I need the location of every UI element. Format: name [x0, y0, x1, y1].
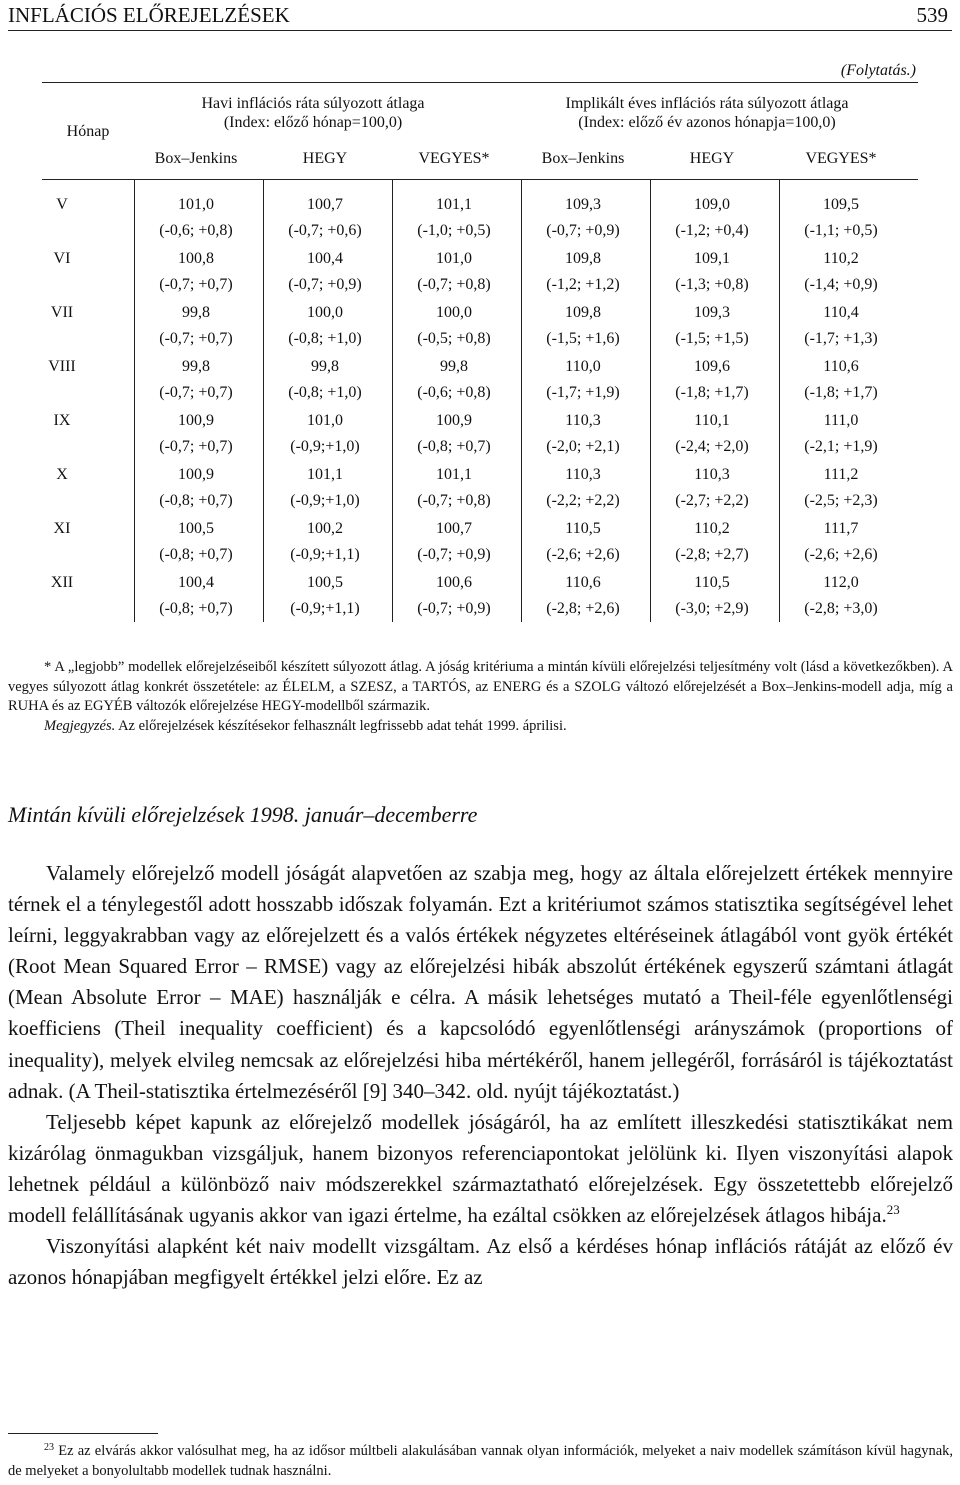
cell-value: 101,0 — [307, 412, 343, 429]
table-cell — [779, 300, 903, 352]
subheader-vegyes-monthly: VEGYES* — [418, 150, 490, 167]
cell-value: 109,1 — [694, 250, 730, 267]
monthly-group-header — [158, 94, 468, 132]
table-cell — [650, 516, 774, 568]
cell-value: 110,4 — [823, 304, 859, 321]
cell-interval: (-0,7; +0,9) — [288, 276, 362, 293]
implied-group-title: Implikált éves inflációs ráta súlyozott átlaga — [565, 95, 849, 112]
cell-value: 101,0 — [178, 196, 214, 213]
cell-interval: (-3,0; +2,9) — [675, 600, 749, 617]
table-cell — [134, 408, 258, 460]
table-cell — [650, 570, 774, 622]
cell-value: 111,2 — [823, 466, 859, 483]
month-label: V — [56, 196, 68, 213]
cell-interval: (-0,8; +0,7) — [159, 600, 233, 617]
cell-interval: (-0,8; +1,0) — [288, 384, 362, 401]
cell-interval: (-2,1; +1,9) — [804, 438, 878, 455]
paragraph-text: Teljesebb képet kapunk az előrejelző modellek jóságáról, ha az említett illeszkedési statisztikákat nem kizárólag önmagukban vizsgáljuk, hanem bizonyos referenciapontokat jelölünk ki. Ilyen viszonyítási alapok lehetnek például a különböző naiv módszerekkel származtatható előrejelzések. Egy összetettebb előrejelző modell felállításának ugyanis akkor van igazi értelme, ha ezáltal csökken az előrejelzések átlagos hibája. — [8, 1109, 953, 1228]
table-row — [42, 570, 918, 624]
table-cell — [263, 408, 387, 460]
table-row — [42, 246, 918, 300]
cell-interval: (-2,0; +2,1) — [546, 438, 620, 455]
cell-interval: (-1,0; +0,5) — [417, 222, 491, 239]
cell-interval: (-1,1; +0,5) — [804, 222, 878, 239]
cell-value: 100,9 — [178, 412, 214, 429]
month-label: VI — [53, 250, 71, 267]
cell-value: 110,6 — [823, 358, 859, 375]
table-cell — [392, 300, 516, 352]
cell-value: 109,0 — [694, 196, 730, 213]
cell-value: 110,2 — [823, 250, 859, 267]
cell-interval: (-0,7; +0,7) — [159, 330, 233, 347]
table-cell — [392, 570, 516, 622]
table-cell — [392, 408, 516, 460]
table-cell — [779, 192, 903, 244]
cell-interval: (-0,7; +0,7) — [159, 276, 233, 293]
cell-interval: (-0,7; +0,8) — [417, 276, 491, 293]
footnote-separator — [8, 1433, 158, 1434]
running-header — [8, 0, 952, 31]
month-label: IX — [53, 412, 71, 429]
table-cell — [779, 570, 903, 622]
cell-value: 99,8 — [182, 304, 210, 321]
table-cell — [779, 408, 903, 460]
table-cell — [392, 246, 516, 298]
cell-value: 100,5 — [178, 520, 214, 537]
cell-value: 111,7 — [823, 520, 859, 537]
footnote — [8, 1441, 953, 1481]
cell-value: 100,5 — [307, 574, 343, 591]
table-cell — [650, 408, 774, 460]
table-cell — [263, 354, 387, 406]
cell-value: 110,5 — [694, 574, 730, 591]
cell-interval: (-2,2; +2,2) — [546, 492, 620, 509]
table-cell — [392, 516, 516, 568]
section-title: Mintán kívüli előrejelzések 1998. január–decemberre — [8, 802, 478, 827]
cell-interval: (-0,9;+1,0) — [290, 492, 360, 509]
cell-value: 109,8 — [565, 304, 601, 321]
table-cell — [779, 246, 903, 298]
month-label: X — [56, 466, 68, 483]
cell-interval: (-2,7; +2,2) — [675, 492, 749, 509]
remark-label: Megjegyzés. — [44, 717, 116, 734]
table-row — [42, 192, 918, 246]
table-cell — [521, 354, 645, 406]
cell-interval: (-1,2; +1,2) — [546, 276, 620, 293]
table-cell — [521, 246, 645, 298]
cell-interval: (-0,6; +0,8) — [159, 222, 233, 239]
cell-value: 109,6 — [694, 358, 730, 375]
month-column-header: Hónap — [66, 123, 110, 140]
table-cell — [134, 570, 258, 622]
table-top-rule — [42, 82, 918, 83]
table-cell — [263, 300, 387, 352]
table-cell — [521, 300, 645, 352]
cell-value: 109,5 — [823, 196, 859, 213]
cell-interval: (-1,4; +0,9) — [804, 276, 878, 293]
cell-interval: (-0,8; +0,7) — [417, 438, 491, 455]
table-cell — [521, 192, 645, 244]
cell-value: 110,3 — [565, 466, 601, 483]
table-cell — [134, 192, 258, 244]
cell-interval: (-0,6; +0,8) — [417, 384, 491, 401]
cell-value: 101,1 — [436, 196, 472, 213]
cell-interval: (-1,8; +1,7) — [804, 384, 878, 401]
cell-value: 101,1 — [436, 466, 472, 483]
monthly-group-title: Havi inflációs ráta súlyozott átlaga — [201, 95, 425, 112]
table-cell — [779, 462, 903, 514]
cell-interval: (-1,5; +1,5) — [675, 330, 749, 347]
paragraph: Viszonyítási alapként két naiv modellt vizsgáltam. Az első a kérdéses hónap inflációs rátáját az előző év azonos hónapjában megfigyelt értékkel jelzi előre. Ez az — [8, 1234, 953, 1290]
cell-value: 99,8 — [440, 358, 468, 375]
table-cell — [134, 462, 258, 514]
paragraph: Valamely előrejelző modell jóságát alapvetően az szabja meg, hogy az általa előrejelzett értékek mennyire térnek el a ténylegestől adott hosszabb időszak folyamán. Ezt a kritériumot számos statisztika segítségével lehet leírni, leggyakrabban vagy az előrejelzett és a valós értékek négyzetes eltéréseinek átlagából vont gyök értékét (Root Mean Squared Error – RMSE) vagy az előrejelzési hibák abszolút értékének egyszerű számtani átlagát (Mean Absolute Error – MAE) használják e célra. A másik lehetséges mutató a Theil-féle egyenlőtlenségi koefficiens (Theil inequality coefficient) és a kapcsolódó egyenlőtlenségi arányszámok (proportions of inequality), melyek elvileg nemcsak az előrejelzési hiba mértékéről, hanem jellegéről, forrásáról is tájékoztatást adnak. (A Theil-statisztika értelmezéséről [9] 340–342. old. nyújt tájékoztatást.) — [8, 861, 953, 1103]
footnote-reference[interactable]: 23 — [886, 1202, 900, 1218]
cell-interval: (-0,8; +0,7) — [159, 492, 233, 509]
cell-interval: (-0,7; +0,7) — [159, 438, 233, 455]
cell-value: 100,4 — [307, 250, 343, 267]
cell-interval: (-2,8; +3,0) — [804, 600, 878, 617]
table-cell — [650, 354, 774, 406]
month-label: XII — [50, 574, 74, 591]
subheader-bj-monthly: Box–Jenkins — [154, 150, 238, 167]
table-cell — [779, 354, 903, 406]
table-cell — [134, 354, 258, 406]
cell-interval: (-0,5; +0,8) — [417, 330, 491, 347]
table-cell — [650, 246, 774, 298]
table-cell — [263, 246, 387, 298]
cell-value: 110,1 — [694, 412, 730, 429]
cell-value: 100,0 — [307, 304, 343, 321]
table-cell — [650, 462, 774, 514]
remark-text: Az előrejelzések készítésekor felhasznált legfrissebb adat tehát 1999. áprilisi. — [115, 717, 567, 734]
cell-value: 110,2 — [694, 520, 730, 537]
cell-interval: (-2,6; +2,6) — [546, 546, 620, 563]
cell-interval: (-2,8; +2,7) — [675, 546, 749, 563]
footnote-number: 23 — [44, 1442, 54, 1453]
continued-note: (Folytatás.) — [840, 62, 916, 79]
cell-value: 110,6 — [565, 574, 601, 591]
table-cell — [521, 516, 645, 568]
cell-interval: (-0,7; +0,9) — [417, 600, 491, 617]
table-row — [42, 516, 918, 570]
cell-value: 111,0 — [823, 412, 859, 429]
cell-interval: (-2,8; +2,6) — [546, 600, 620, 617]
table-cell — [263, 516, 387, 568]
cell-value: 110,3 — [565, 412, 601, 429]
paragraph — [8, 1107, 953, 1231]
table-cell — [263, 570, 387, 622]
table-cell — [521, 570, 645, 622]
table-cell — [263, 192, 387, 244]
table-notes — [8, 658, 953, 736]
body-text — [8, 858, 953, 1293]
cell-value: 109,3 — [694, 304, 730, 321]
cell-value: 110,5 — [565, 520, 601, 537]
cell-value: 100,6 — [436, 574, 472, 591]
cell-value: 100,7 — [307, 196, 343, 213]
footnote-text: Ez az elvárás akkor valósulhat meg, ha az idősor múltbeli alakulásában vannak olyan információk, melyeket a naiv modellek számításon kívül hagynak, de melyeket a bonyolultabb modellek tudnak használni. — [8, 1443, 953, 1479]
cell-value: 100,7 — [436, 520, 472, 537]
cell-interval: (-0,7; +0,9) — [546, 222, 620, 239]
cell-interval: (-2,4; +2,0) — [675, 438, 749, 455]
cell-value: 100,4 — [178, 574, 214, 591]
cell-interval: (-1,2; +0,4) — [675, 222, 749, 239]
cell-value: 101,1 — [307, 466, 343, 483]
cell-value: 100,0 — [436, 304, 472, 321]
cell-value: 99,8 — [182, 358, 210, 375]
cell-interval: (-0,9;+1,1) — [290, 546, 360, 563]
table-cell — [263, 462, 387, 514]
cell-value: 109,8 — [565, 250, 601, 267]
month-label: VIII — [48, 358, 76, 375]
table-cell — [392, 462, 516, 514]
month-label: VII — [50, 304, 74, 321]
subheader-hegy-implied: HEGY — [689, 150, 735, 167]
table-row — [42, 354, 918, 408]
table-row — [42, 408, 918, 462]
table-cell — [134, 300, 258, 352]
cell-interval: (-1,3; +0,8) — [675, 276, 749, 293]
table-row — [42, 462, 918, 516]
header-bottom-rule — [42, 179, 918, 180]
monthly-group-index: (Index: előző hónap=100,0) — [223, 114, 403, 131]
table-cell — [779, 516, 903, 568]
subheader-bj-implied: Box–Jenkins — [541, 150, 625, 167]
table-cell — [521, 408, 645, 460]
month-label: XI — [53, 520, 71, 537]
cell-value: 100,9 — [178, 466, 214, 483]
cell-interval: (-0,7; +0,8) — [417, 492, 491, 509]
cell-value: 100,2 — [307, 520, 343, 537]
running-title: INFLÁCIÓS ELŐREJELZÉSEK — [8, 3, 290, 27]
cell-interval: (-0,7; +0,6) — [288, 222, 362, 239]
cell-interval: (-0,7; +0,9) — [417, 546, 491, 563]
cell-value: 110,0 — [565, 358, 601, 375]
table-cell — [650, 192, 774, 244]
cell-interval: (-2,6; +2,6) — [804, 546, 878, 563]
table-cell — [134, 516, 258, 568]
cell-value: 110,3 — [694, 466, 730, 483]
cell-interval: (-0,9;+1,0) — [290, 438, 360, 455]
cell-value: 100,9 — [436, 412, 472, 429]
cell-value: 101,0 — [436, 250, 472, 267]
subheader-vegyes-implied: VEGYES* — [805, 150, 877, 167]
remark-note — [8, 717, 953, 737]
cell-interval: (-1,5; +1,6) — [546, 330, 620, 347]
table-cell — [650, 300, 774, 352]
cell-interval: (-2,5; +2,3) — [804, 492, 878, 509]
cell-interval: (-0,7; +0,7) — [159, 384, 233, 401]
implied-group-header — [522, 94, 892, 132]
table-row — [42, 300, 918, 354]
cell-interval: (-1,7; +1,9) — [546, 384, 620, 401]
cell-interval: (-0,8; +1,0) — [288, 330, 362, 347]
cell-interval: (-0,9;+1,1) — [290, 600, 360, 617]
table-cell — [392, 192, 516, 244]
table-cell — [392, 354, 516, 406]
cell-value: 112,0 — [823, 574, 859, 591]
cell-value: 109,3 — [565, 196, 601, 213]
cell-interval: (-0,8; +0,7) — [159, 546, 233, 563]
cell-value: 99,8 — [311, 358, 339, 375]
weighted-average-note: * A „legjobb” modellek előrejelzéseiből készített súlyozott átlag. A jóság kritériuma a mintán kívüli előrejelzési teljesítmény volt (lásd a következőkben). A vegyes súlyozott átlag konkrét összetétele: az ÉLELM, a SZESZ, a TARTÓS, az ENERG és a SZOLG változó előrejelzését a Box–Jenkins-modell adja, míg a RUHA és az EGYÉB változók előrejelzése HEGY-modellből származik. — [8, 659, 953, 714]
page-number: 539 — [916, 3, 948, 27]
subheader-hegy-monthly: HEGY — [302, 150, 348, 167]
table-cell — [134, 246, 258, 298]
cell-interval: (-1,7; +1,3) — [804, 330, 878, 347]
cell-interval: (-1,8; +1,7) — [675, 384, 749, 401]
table-cell — [521, 462, 645, 514]
cell-value: 100,8 — [178, 250, 214, 267]
implied-group-index: (Index: előző év azonos hónapja=100,0) — [578, 114, 836, 131]
